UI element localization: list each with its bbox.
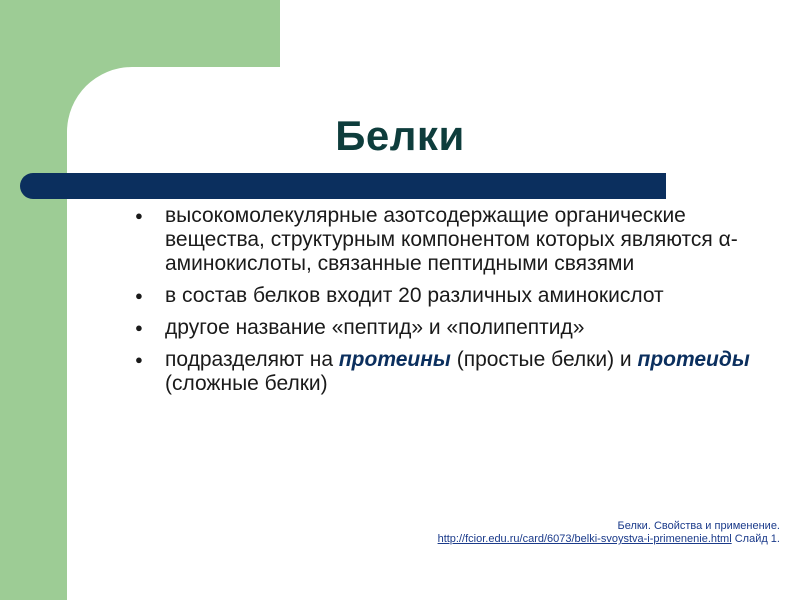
bullet-item-4 — [135, 348, 785, 396]
bullet-dot-icon: ● — [135, 320, 143, 335]
term-proteins: протеины — [338, 348, 451, 371]
bullet-dot-icon: ● — [135, 288, 143, 303]
bullet-text: высокомолекулярные азотсодержащие органические вещества, структурным компонентом которых являются α-аминокислоты, связанные пептидными связями — [165, 204, 738, 275]
bullet-text-part: (сложные белки) — [165, 372, 328, 395]
slide-number: Слайд 1. — [731, 533, 780, 545]
slide-title: Белки — [335, 112, 465, 159]
bullet-text: в состав белков входит 20 различных аминокислот — [165, 284, 664, 307]
term-proteids: протеиды — [637, 348, 750, 371]
bullet-dot-icon: ● — [135, 208, 143, 223]
bullet-item-2 — [135, 284, 785, 308]
source-footer — [380, 520, 780, 546]
bullet-item-3 — [135, 316, 785, 340]
bullet-item-1 — [135, 204, 785, 276]
bullet-text: другое название «пептид» и «полипептид» — [165, 316, 585, 339]
bullet-text-part: (простые белки) и — [450, 348, 638, 371]
bullet-dot-icon: ● — [135, 352, 143, 367]
bullet-text-part: подразделяют на — [165, 348, 339, 371]
bullet-list — [135, 204, 785, 404]
source-line — [380, 533, 780, 546]
source-link[interactable]: http://fcior.edu.ru/card/6073/belki-svoystva-i-primenenie.html — [437, 533, 732, 545]
title-underline-bar — [20, 173, 666, 199]
source-caption: Белки. Свойства и применение. — [617, 520, 780, 532]
